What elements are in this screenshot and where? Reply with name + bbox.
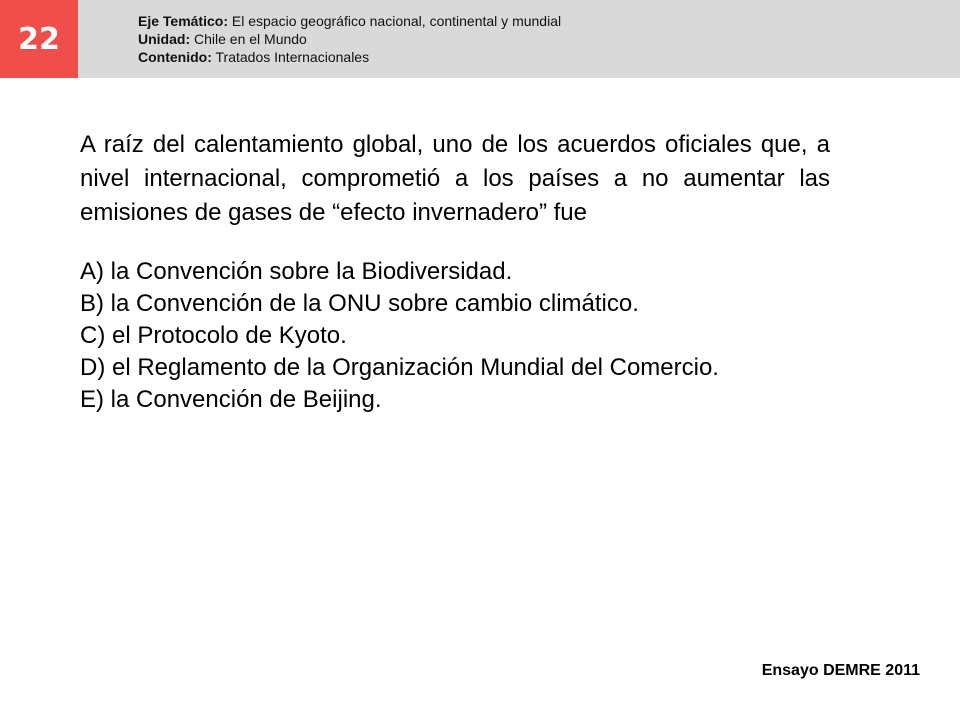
unidad-line: [138, 30, 561, 48]
source-footer: Ensayo DEMRE 2011: [761, 662, 920, 679]
option-c: C) el Protocolo de Kyoto.: [80, 322, 347, 349]
header-bar: [0, 0, 960, 78]
eje-tematico-label: Eje Temático:: [138, 13, 228, 29]
topic-metadata: [138, 12, 561, 66]
option-b: B) la Convención de la ONU sobre cambio climático.: [80, 290, 639, 317]
contenido-value: Tratados Internacionales: [215, 49, 370, 65]
question-number: 22: [18, 21, 60, 57]
question-text: A raíz del calentamiento global, uno de los acuerdos oficiales que, a nivel internacional, comprometió a los países a no aumentar las emisiones de gases de “efecto invernadero” fue: [80, 131, 830, 226]
contenido-label: Contenido:: [138, 49, 212, 65]
option-e: E) la Convención de Beijing.: [80, 386, 382, 413]
option-a: A) la Convención sobre la Biodiversidad.: [80, 258, 513, 285]
unidad-label: Unidad:: [138, 31, 191, 47]
option-d: D) el Reglamento de la Organización Mundial del Comercio.: [80, 354, 719, 381]
answer-options: [80, 256, 880, 416]
question-number-badge: [0, 0, 78, 78]
unidad-value: Chile en el Mundo: [194, 31, 307, 47]
eje-tematico-value: El espacio geográfico nacional, continental y mundial: [231, 13, 562, 29]
contenido-line: [138, 48, 561, 66]
eje-tematico-line: [138, 12, 561, 30]
